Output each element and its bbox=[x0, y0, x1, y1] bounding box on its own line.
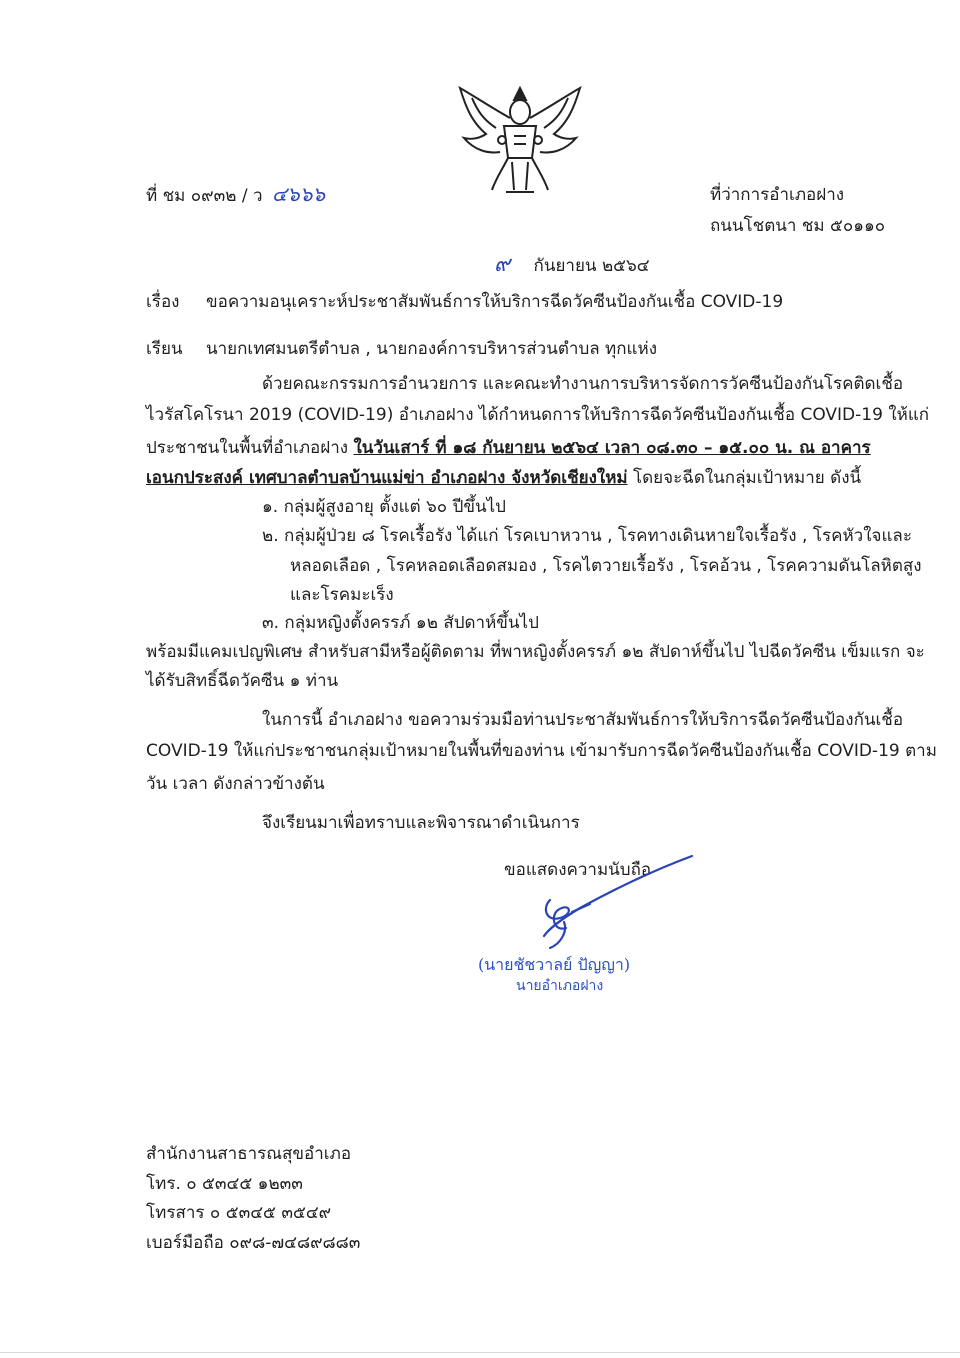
body-p1-line3-plain: ประชาชนในพื้นที่อำเภอฝาง bbox=[146, 438, 354, 458]
body-p3-line1: ในการนี้ อำเภอฝาง ขอความร่วมมือท่านประชาสัมพันธ์การให้บริการฉีดวัคซีนป้องกันเชื้อ bbox=[262, 710, 904, 730]
signatory-name-stamp: (นายชัชวาลย์ ปัญญา) bbox=[478, 955, 631, 974]
reference-prefix: ที่ ชม ๐๙๓๒ / ว bbox=[146, 186, 263, 206]
date-month-year: กันยายน ๒๕๖๔ bbox=[533, 256, 650, 276]
date-day-handwritten: ๙ bbox=[494, 252, 511, 277]
body-p1-line2: ไวรัสโคโรนา 2019 (COVID-19) อำเภอฝาง ได้กำหนดการให้บริการฉีดวัคซีนป้องกันเชื้อ COVID-19 ให้แก่ bbox=[146, 405, 930, 425]
footer-telephone: โทร. ๐ ๕๓๔๕ ๑๒๓๓ bbox=[146, 1174, 303, 1194]
body-p1-line4-emphasis: เอนกประสงค์ เทศบาลตำบลบ้านแม่ข่า อำเภอฝาง จังหวัดเชียงใหม่ bbox=[146, 468, 628, 488]
footer-mobile: เบอร์มือถือ ๐๙๘-๗๔๘๙๘๘๓ bbox=[146, 1233, 361, 1253]
list-item-2-line3: และโรคมะเร็ง bbox=[290, 585, 394, 605]
body-p4: จึงเรียนมาเพื่อทราบและพิจารณาดำเนินการ bbox=[262, 813, 580, 833]
body-p1-line1: ด้วยคณะกรรมการอำนวยการ และคณะทำงานการบริหารจัดการวัคซีนป้องกันโรคติดเชื้อ bbox=[262, 374, 904, 394]
body-p1-line3 bbox=[146, 436, 871, 460]
body-p1-line3-emphasis: ในวันเสาร์ ที่ ๑๘ กันยายน ๒๕๖๔ เวลา ๐๘.๓๐ – ๑๕.๐๐ น. ณ อาคาร bbox=[353, 438, 871, 458]
footer-fax: โทรสาร ๐ ๕๓๔๕ ๓๕๔๙ bbox=[146, 1203, 332, 1223]
body-p1-line4 bbox=[146, 466, 861, 490]
reference-number bbox=[146, 182, 325, 208]
body-p1-line4-plain: โดยจะฉีดในกลุ่มเป้าหมาย ดังนี้ bbox=[627, 468, 862, 488]
list-item-1: ๑. กลุ่มผู้สูงอายุ ตั้งแต่ ๖๐ ปีขึ้นไป bbox=[262, 497, 506, 517]
footer-department: สำนักงานสาธารณสุขอำเภอ bbox=[146, 1144, 352, 1164]
subject-text: ขอความอนุเคราะห์ประชาสัมพันธ์การให้บริการฉีดวัคซีนป้องกันเชื้อ COVID-19 bbox=[206, 292, 784, 312]
closing-regards: ขอแสดงความนับถือ bbox=[504, 860, 652, 880]
list-item-3: ๓. กลุ่มหญิงตั้งครรภ์ ๑๒ สัปดาห์ขึ้นไป bbox=[262, 613, 539, 633]
office-address-line2: ถนนโชตนา ชม ๕๐๑๑๐ bbox=[710, 216, 886, 236]
garuda-emblem bbox=[452, 78, 588, 200]
subject-label: เรื่อง bbox=[146, 292, 180, 312]
list-item-2-line2: หลอดเลือด , โรคหลอดเลือดสมอง , โรคไตวายเรื้อรัง , โรคอ้วน , โรคความดันโลหิตสูง bbox=[290, 556, 922, 576]
body-p3-line3: วัน เวลา ดังกล่าวข้างต้น bbox=[146, 774, 325, 794]
recipient-text: นายกเทศมนตรีตำบล , นายกองค์การบริหารส่วนตำบล ทุกแห่ง bbox=[206, 339, 658, 359]
recipient-label: เรียน bbox=[146, 339, 183, 359]
reference-handwritten-number: ๔๖๖๖ bbox=[271, 182, 326, 206]
office-address-line1: ที่ว่าการอำเภอฝาง bbox=[710, 185, 845, 205]
body-p2-line2: ได้รับสิทธิ์ฉีดวัคซีน ๑ ท่าน bbox=[146, 671, 339, 691]
list-item-2-line1: ๒. กลุ่มผู้ป่วย ๘ โรคเรื้อรัง ได้แก่ โรคเบาหวาน , โรคทางเดินหายใจเรื้อรัง , โรคหัวใจและ bbox=[262, 526, 912, 546]
body-p2-line1: พร้อมมีแคมเปญพิเศษ สำหรับสามีหรือผู้ติดตาม ที่พาหญิงตั้งครรภ์ ๑๒ สัปดาห์ขึ้นไป ไปฉีดวัคซีน เข็มแรก จะ bbox=[146, 642, 925, 662]
letter-date bbox=[494, 253, 650, 278]
body-p3-line2: COVID-19 ให้แก่ประชาชนกลุ่มเป้าหมายในพื้นที่ของท่าน เข้ามารับการฉีดวัคซีนป้องกันเชื้อ COVID-19 ตาม bbox=[146, 741, 937, 761]
signature-mark bbox=[520, 852, 700, 962]
scan-edge-line bbox=[0, 1352, 960, 1353]
signatory-title-stamp: นายอำเภอฝาง bbox=[516, 978, 604, 994]
